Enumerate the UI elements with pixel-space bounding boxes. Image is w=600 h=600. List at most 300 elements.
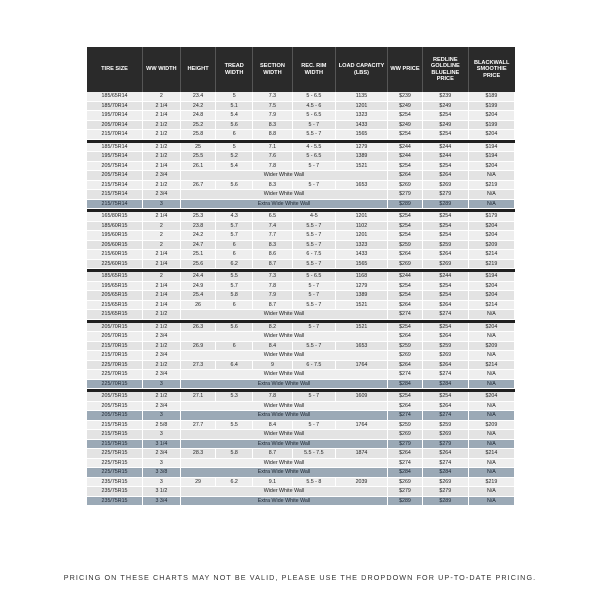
table-row	[87, 111, 515, 121]
redline-price-cell: $269	[422, 259, 468, 269]
section-width-cell: 7.6	[253, 152, 293, 162]
rim-width-cell: 6 - 7.5	[292, 250, 335, 260]
rim-width-cell: 4-5	[292, 212, 335, 221]
load-capacity-cell: 1764	[335, 420, 387, 430]
wall-note-cell: Wider White Wall	[180, 430, 387, 440]
tread-width-cell: 5	[216, 92, 253, 101]
blackwall-price-cell: N/A	[468, 351, 514, 361]
wall-note-cell: Extra Wide White Wall	[180, 199, 387, 209]
ww-width-cell: 2 1/4	[143, 212, 181, 221]
wall-note-cell: Wider White Wall	[180, 458, 387, 468]
blackwall-price-cell: $209	[468, 240, 514, 250]
tread-width-cell: 5.7	[216, 231, 253, 241]
rim-width-cell: 5 - 6.5	[292, 272, 335, 281]
rim-width-cell: 6 - 7.5	[292, 360, 335, 370]
tread-width-cell: 5.1	[216, 101, 253, 111]
height-cell: 27.1	[180, 392, 216, 401]
height-cell: 25.4	[180, 291, 216, 301]
ww-width-cell: 2 1/2	[143, 152, 181, 162]
ww-width-cell: 2 1/4	[143, 111, 181, 121]
table-row	[87, 370, 515, 380]
blackwall-price-cell: N/A	[468, 379, 514, 389]
height-cell: 23.4	[180, 92, 216, 101]
section-width-cell: 8.3	[253, 180, 293, 190]
table-row	[87, 449, 515, 459]
table-row	[87, 240, 515, 250]
table-row	[87, 231, 515, 241]
section-width-cell: 8.2	[253, 323, 293, 332]
blackwall-price-cell: $204	[468, 291, 514, 301]
header-tire-size: TIRE SIZE	[87, 47, 143, 92]
tire-size-cell: 195/70R14	[87, 111, 143, 121]
rim-width-cell: 5 - 6.5	[292, 111, 335, 121]
section-width-cell: 8.3	[253, 240, 293, 250]
height-cell: 25.1	[180, 250, 216, 260]
height-cell: 29	[180, 477, 216, 487]
rim-width-cell: 5 - 7	[292, 180, 335, 190]
ww-price-cell: $289	[388, 199, 423, 209]
table-row	[87, 152, 515, 162]
tread-width-cell: 6	[216, 341, 253, 351]
redline-price-cell: $269	[422, 180, 468, 190]
tread-width-cell: 5.5	[216, 272, 253, 281]
redline-price-cell: $279	[422, 439, 468, 449]
ww-price-cell: $254	[388, 291, 423, 301]
redline-price-cell: $289	[422, 199, 468, 209]
ww-width-cell: 3	[143, 199, 181, 209]
rim-width-cell: 5 - 7	[292, 323, 335, 332]
wall-note-cell: Wider White Wall	[180, 401, 387, 411]
wall-note-cell: Wider White Wall	[180, 332, 387, 342]
height-cell: 28.3	[180, 449, 216, 459]
ww-width-cell: 2 1/2	[143, 392, 181, 401]
rim-width-cell: 5.5 - 8	[292, 477, 335, 487]
ww-width-cell: 2 1/2	[143, 310, 181, 320]
section-width-cell: 8.8	[253, 130, 293, 140]
blackwall-price-cell: $199	[468, 120, 514, 130]
redline-price-cell: $269	[422, 477, 468, 487]
redline-price-cell: $264	[422, 360, 468, 370]
rim-width-cell: 5.5 - 7	[292, 221, 335, 231]
tire-size-cell: 205/65R15	[87, 291, 143, 301]
redline-price-cell: $249	[422, 120, 468, 130]
ww-width-cell: 2 1/4	[143, 250, 181, 260]
section-width-cell: 8.4	[253, 341, 293, 351]
ww-price-cell: $279	[388, 439, 423, 449]
header-blackwall-price: BLACKWALL SMOOTHIE PRICE	[468, 47, 514, 92]
blackwall-price-cell: $209	[468, 341, 514, 351]
tire-size-cell: 215/75R14	[87, 180, 143, 190]
section-width-cell: 8.7	[253, 259, 293, 269]
height-cell: 26.1	[180, 161, 216, 171]
tread-width-cell: 5.4	[216, 111, 253, 121]
redline-price-cell: $269	[422, 351, 468, 361]
table-row	[87, 92, 515, 101]
tire-size-cell: 215/65R15	[87, 300, 143, 310]
redline-price-cell: $259	[422, 341, 468, 351]
ww-width-cell: 2	[143, 240, 181, 250]
tire-size-cell: 225/75R15	[87, 468, 143, 478]
ww-width-cell: 2 3/4	[143, 370, 181, 380]
tread-width-cell: 6	[216, 130, 253, 140]
ww-price-cell: $254	[388, 130, 423, 140]
blackwall-price-cell: $179	[468, 212, 514, 221]
height-cell: 24.8	[180, 111, 216, 121]
table-row	[87, 221, 515, 231]
wall-note-cell: Wider White Wall	[180, 310, 387, 320]
ww-price-cell: $254	[388, 161, 423, 171]
blackwall-price-cell: $214	[468, 449, 514, 459]
redline-price-cell: $244	[422, 152, 468, 162]
ww-price-cell: $249	[388, 101, 423, 111]
ww-width-cell: 2 1/4	[143, 101, 181, 111]
table-header-row	[87, 47, 515, 92]
blackwall-price-cell: $194	[468, 152, 514, 162]
height-cell: 24.4	[180, 272, 216, 281]
rim-width-cell: 5 - 7	[292, 120, 335, 130]
tire-size-cell: 215/65R15	[87, 310, 143, 320]
blackwall-price-cell: $214	[468, 250, 514, 260]
tire-size-cell: 205/70R14	[87, 120, 143, 130]
table-row	[87, 161, 515, 171]
tread-width-cell: 6	[216, 250, 253, 260]
ww-width-cell: 2 1/2	[143, 360, 181, 370]
table-row	[87, 180, 515, 190]
redline-price-cell: $239	[422, 92, 468, 101]
height-cell: 25	[180, 143, 216, 152]
tire-size-cell: 185/75R14	[87, 143, 143, 152]
tire-size-cell: 225/75R15	[87, 449, 143, 459]
tread-width-cell: 6	[216, 300, 253, 310]
blackwall-price-cell: N/A	[468, 332, 514, 342]
table-row	[87, 430, 515, 440]
wall-note-cell: Extra Wide White Wall	[180, 468, 387, 478]
section-width-cell: 8.7	[253, 449, 293, 459]
blackwall-price-cell: $204	[468, 323, 514, 332]
tire-size-cell: 205/70R15	[87, 323, 143, 332]
section-width-cell: 8.3	[253, 120, 293, 130]
table-row	[87, 143, 515, 152]
wall-note-cell: Wider White Wall	[180, 487, 387, 497]
header-ww-price: WW PRICE	[388, 47, 423, 92]
header-redline-price: REDLINE GOLDLINE BLUELINE PRICE	[422, 47, 468, 92]
load-capacity-cell: 1874	[335, 449, 387, 459]
blackwall-price-cell: $214	[468, 300, 514, 310]
rim-width-cell: 5.5 - 7	[292, 231, 335, 241]
pricing-disclaimer: PRICING ON THESE CHARTS MAY NOT BE VALID, PLEASE USE THE DROPDOWN FOR UP-TO-DATE PRICING.	[63, 573, 537, 582]
tread-width-cell: 6.2	[216, 259, 253, 269]
tread-width-cell: 5.7	[216, 281, 253, 291]
table-row	[87, 468, 515, 478]
table-row	[87, 360, 515, 370]
ww-price-cell: $264	[388, 401, 423, 411]
height-cell: 23.8	[180, 221, 216, 231]
section-width-cell: 8.6	[253, 250, 293, 260]
wall-note-cell: Extra Wide White Wall	[180, 496, 387, 506]
ww-price-cell: $259	[388, 420, 423, 430]
redline-price-cell: $254	[422, 281, 468, 291]
load-capacity-cell: 2039	[335, 477, 387, 487]
header-ww-width: WW WIDTH	[143, 47, 181, 92]
ww-price-cell: $264	[388, 360, 423, 370]
ww-price-cell: $284	[388, 468, 423, 478]
blackwall-price-cell: $204	[468, 392, 514, 401]
rim-width-cell: 5 - 7	[292, 392, 335, 401]
ww-price-cell: $269	[388, 477, 423, 487]
ww-width-cell: 3	[143, 458, 181, 468]
rim-width-cell: 5 - 7	[292, 420, 335, 430]
ww-width-cell: 2	[143, 221, 181, 231]
ww-width-cell: 2 1/2	[143, 120, 181, 130]
redline-price-cell: $254	[422, 212, 468, 221]
table-row	[87, 310, 515, 320]
ww-price-cell: $279	[388, 190, 423, 200]
tread-width-cell: 5.8	[216, 449, 253, 459]
ww-width-cell: 3 1/4	[143, 439, 181, 449]
section-width-cell: 7.9	[253, 111, 293, 121]
ww-price-cell: $264	[388, 171, 423, 181]
section-width-cell: 7.4	[253, 221, 293, 231]
load-capacity-cell: 1433	[335, 250, 387, 260]
table-row	[87, 439, 515, 449]
redline-price-cell: $254	[422, 323, 468, 332]
redline-price-cell: $264	[422, 300, 468, 310]
tire-size-cell: 215/75R15	[87, 430, 143, 440]
tread-width-cell: 6	[216, 240, 253, 250]
ww-width-cell: 2 1/4	[143, 281, 181, 291]
header-load-capacity: LOAD CAPACITY (LBS)	[335, 47, 387, 92]
load-capacity-cell: 1565	[335, 130, 387, 140]
tire-size-cell: 225/70R15	[87, 360, 143, 370]
table-row	[87, 392, 515, 401]
blackwall-price-cell: N/A	[468, 468, 514, 478]
load-capacity-cell: 1168	[335, 272, 387, 281]
blackwall-price-cell: N/A	[468, 458, 514, 468]
tire-size-cell: 225/70R15	[87, 370, 143, 380]
ww-width-cell: 2	[143, 92, 181, 101]
table-row	[87, 351, 515, 361]
ww-price-cell: $254	[388, 281, 423, 291]
tire-size-cell: 215/75R15	[87, 420, 143, 430]
redline-price-cell: $244	[422, 143, 468, 152]
load-capacity-cell: 1433	[335, 120, 387, 130]
height-cell: 24.7	[180, 240, 216, 250]
ww-price-cell: $249	[388, 120, 423, 130]
rim-width-cell: 5 - 6.5	[292, 152, 335, 162]
header-rim-width: REC. RIM WIDTH	[292, 47, 335, 92]
tire-size-table	[87, 47, 515, 506]
tread-width-cell: 5.3	[216, 392, 253, 401]
tread-width-cell: 5.7	[216, 221, 253, 231]
blackwall-price-cell: $194	[468, 272, 514, 281]
blackwall-price-cell: $204	[468, 130, 514, 140]
load-capacity-cell: 1135	[335, 92, 387, 101]
ww-width-cell: 2 5/8	[143, 420, 181, 430]
ww-price-cell: $254	[388, 212, 423, 221]
height-cell: 25.3	[180, 212, 216, 221]
tire-size-cell: 235/75R15	[87, 487, 143, 497]
blackwall-price-cell: $214	[468, 360, 514, 370]
ww-width-cell: 2 3/4	[143, 332, 181, 342]
section-width-cell: 8.7	[253, 300, 293, 310]
ww-price-cell: $254	[388, 111, 423, 121]
tire-size-cell: 215/75R14	[87, 199, 143, 209]
ww-width-cell: 2 1/4	[143, 300, 181, 310]
table-row	[87, 259, 515, 269]
rim-width-cell: 5 - 7	[292, 291, 335, 301]
load-capacity-cell: 1609	[335, 392, 387, 401]
ww-width-cell: 2 3/4	[143, 190, 181, 200]
load-capacity-cell: 1323	[335, 240, 387, 250]
rim-width-cell: 4 - 5.5	[292, 143, 335, 152]
tire-size-cell: 235/75R15	[87, 496, 143, 506]
ww-price-cell: $269	[388, 351, 423, 361]
ww-price-cell: $254	[388, 221, 423, 231]
table-row	[87, 458, 515, 468]
table-row	[87, 420, 515, 430]
ww-price-cell: $269	[388, 430, 423, 440]
ww-width-cell: 2 3/4	[143, 351, 181, 361]
table-row	[87, 411, 515, 421]
section-width-cell: 9	[253, 360, 293, 370]
rim-width-cell: 5.5 - 7	[292, 341, 335, 351]
ww-width-cell: 2 1/2	[143, 130, 181, 140]
blackwall-price-cell: $204	[468, 161, 514, 171]
height-cell: 26	[180, 300, 216, 310]
table-row	[87, 496, 515, 506]
table-row	[87, 341, 515, 351]
ww-width-cell: 3	[143, 477, 181, 487]
height-cell: 25.6	[180, 259, 216, 269]
load-capacity-cell: 1279	[335, 281, 387, 291]
ww-width-cell: 3 1/2	[143, 487, 181, 497]
redline-price-cell: $284	[422, 379, 468, 389]
tire-size-cell: 195/60R15	[87, 231, 143, 241]
redline-price-cell: $254	[422, 130, 468, 140]
ww-price-cell: $254	[388, 392, 423, 401]
ww-width-cell: 2	[143, 272, 181, 281]
tire-size-cell: 215/75R14	[87, 190, 143, 200]
ww-price-cell: $244	[388, 143, 423, 152]
tread-width-cell: 4.3	[216, 212, 253, 221]
table-row	[87, 190, 515, 200]
tread-width-cell: 6.2	[216, 477, 253, 487]
blackwall-price-cell: $194	[468, 143, 514, 152]
tire-size-cell: 225/60R15	[87, 259, 143, 269]
tire-size-cell: 185/70R14	[87, 101, 143, 111]
tread-width-cell: 5.8	[216, 291, 253, 301]
tire-size-cell: 205/60R15	[87, 240, 143, 250]
rim-width-cell: 5.5 - 7	[292, 240, 335, 250]
wall-note-cell: Extra Wide White Wall	[180, 439, 387, 449]
ww-width-cell: 2 1/2	[143, 341, 181, 351]
ww-price-cell: $274	[388, 310, 423, 320]
tread-width-cell: 5.5	[216, 420, 253, 430]
redline-price-cell: $279	[422, 487, 468, 497]
ww-width-cell: 2 1/2	[143, 323, 181, 332]
table-row	[87, 300, 515, 310]
ww-width-cell: 2 1/4	[143, 291, 181, 301]
tire-size-cell: 205/70R15	[87, 332, 143, 342]
ww-price-cell: $244	[388, 152, 423, 162]
redline-price-cell: $264	[422, 449, 468, 459]
table-row	[87, 120, 515, 130]
table-row	[87, 272, 515, 281]
blackwall-price-cell: N/A	[468, 190, 514, 200]
table-row	[87, 171, 515, 181]
load-capacity-cell: 1323	[335, 111, 387, 121]
redline-price-cell: $244	[422, 272, 468, 281]
tread-width-cell: 5.6	[216, 180, 253, 190]
section-width-cell: 9.1	[253, 477, 293, 487]
redline-price-cell: $269	[422, 430, 468, 440]
ww-price-cell: $284	[388, 379, 423, 389]
redline-price-cell: $254	[422, 111, 468, 121]
header-section-width: SECTION WIDTH	[253, 47, 293, 92]
blackwall-price-cell: N/A	[468, 439, 514, 449]
table-row	[87, 379, 515, 389]
ww-width-cell: 2 1/4	[143, 161, 181, 171]
ww-price-cell: $289	[388, 496, 423, 506]
redline-price-cell: $264	[422, 332, 468, 342]
ww-price-cell: $279	[388, 487, 423, 497]
ww-width-cell: 3	[143, 379, 181, 389]
redline-price-cell: $254	[422, 231, 468, 241]
redline-price-cell: $254	[422, 221, 468, 231]
blackwall-price-cell: N/A	[468, 487, 514, 497]
ww-width-cell: 3	[143, 430, 181, 440]
tire-size-cell: 205/75R14	[87, 161, 143, 171]
tire-size-cell: 225/75R15	[87, 458, 143, 468]
blackwall-price-cell: $209	[468, 420, 514, 430]
tread-width-cell: 5.4	[216, 161, 253, 171]
ww-price-cell: $254	[388, 231, 423, 241]
tread-width-cell: 5.6	[216, 323, 253, 332]
blackwall-price-cell: $204	[468, 111, 514, 121]
section-width-cell: 7.9	[253, 291, 293, 301]
height-cell: 26.9	[180, 341, 216, 351]
height-cell: 26.7	[180, 180, 216, 190]
redline-price-cell: $289	[422, 496, 468, 506]
tire-size-cell: 205/75R15	[87, 401, 143, 411]
blackwall-price-cell: $219	[468, 259, 514, 269]
redline-price-cell: $254	[422, 291, 468, 301]
ww-price-cell: $274	[388, 411, 423, 421]
wall-note-cell: Wider White Wall	[180, 171, 387, 181]
ww-width-cell: 2 1/2	[143, 143, 181, 152]
ww-price-cell: $264	[388, 332, 423, 342]
section-width-cell: 7.1	[253, 143, 293, 152]
tire-size-cell: 215/70R15	[87, 351, 143, 361]
wall-note-cell: Wider White Wall	[180, 190, 387, 200]
ww-price-cell: $269	[388, 180, 423, 190]
height-cell: 25.5	[180, 152, 216, 162]
tire-size-cell: 235/75R15	[87, 477, 143, 487]
section-width-cell: 8.4	[253, 420, 293, 430]
tire-size-cell: 205/75R15	[87, 411, 143, 421]
table-row	[87, 401, 515, 411]
ww-price-cell: $259	[388, 240, 423, 250]
table-row	[87, 332, 515, 342]
blackwall-price-cell: N/A	[468, 496, 514, 506]
height-cell: 27.7	[180, 420, 216, 430]
tread-width-cell: 5.6	[216, 120, 253, 130]
height-cell: 25.8	[180, 130, 216, 140]
load-capacity-cell: 1389	[335, 152, 387, 162]
section-width-cell: 7.8	[253, 281, 293, 291]
table-row	[87, 212, 515, 221]
redline-price-cell: $279	[422, 190, 468, 200]
